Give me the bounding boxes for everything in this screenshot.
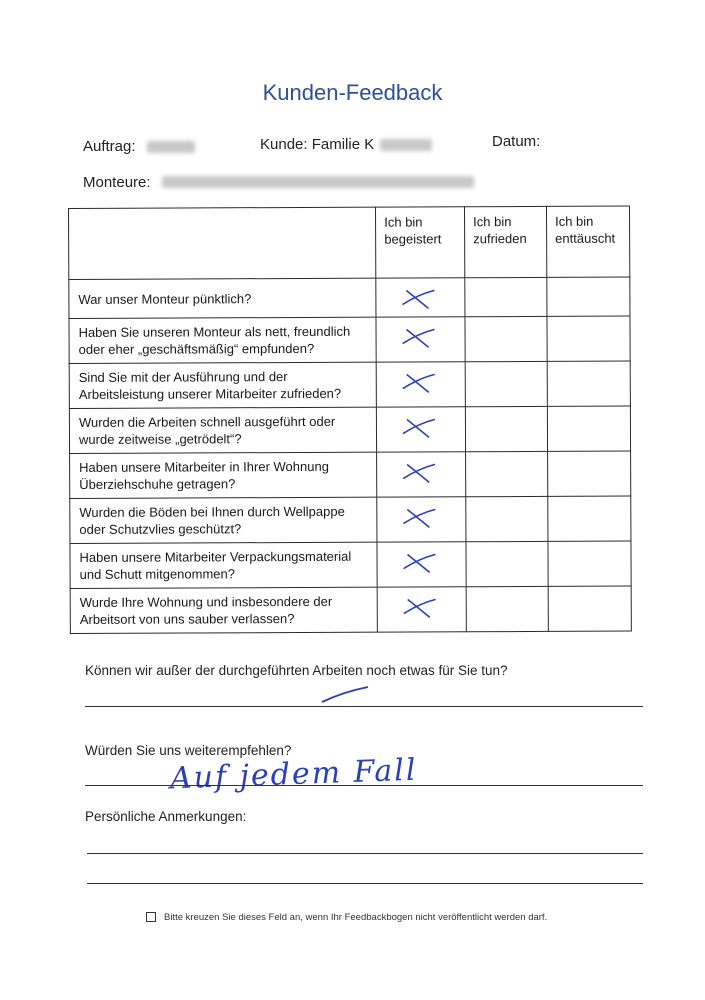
table-row — [69, 406, 630, 453]
consent-checkbox[interactable] — [146, 912, 156, 922]
question-cell — [69, 407, 376, 453]
question-line-1: Haben unsere Mitarbeiter in Ihrer Wohnung — [79, 458, 329, 475]
answer-line-remarks-2[interactable] — [87, 883, 643, 884]
rating-cell-enttaeuscht[interactable] — [547, 316, 630, 361]
question-line-2: oder eher „geschäftsmäßig“ empfunden? — [78, 340, 315, 357]
rating-cell-begeistert[interactable] — [377, 542, 466, 587]
question-remarks: Persönliche Anmerkungen: — [85, 809, 247, 824]
question-line-1: Sind Sie mit der Ausführung und der — [78, 369, 288, 385]
question-extra: Können wir außer der durchgeführten Arbeiten noch etwas für Sie tun? — [85, 663, 508, 678]
monteure-label: Monteure: — [83, 174, 151, 191]
question-line-1: Wurde Ihre Wohnung und insbesondere der — [79, 593, 333, 610]
question-cell — [70, 587, 377, 633]
rating-cell-enttaeuscht[interactable] — [547, 406, 630, 451]
kunde-label-text: Kunde: — [260, 136, 308, 153]
table-row — [70, 496, 631, 543]
col-begeistert: Ich bin begeistert — [376, 207, 465, 278]
question-line-1: Haben unsere Mitarbeiter Verpackungsmaterial — [79, 548, 352, 565]
question-cell — [69, 362, 376, 408]
question-cell — [70, 452, 377, 498]
rating-cell-begeistert[interactable] — [376, 317, 465, 362]
rating-cell-enttaeuscht[interactable] — [548, 586, 631, 631]
table-row — [69, 316, 630, 363]
rating-cell-enttaeuscht[interactable] — [548, 451, 631, 496]
rating-cell-enttaeuscht[interactable] — [548, 541, 631, 586]
question-recommend: Würden Sie uns weiterempfehlen? — [85, 743, 292, 758]
answer-line-extra[interactable] — [85, 706, 643, 707]
rating-cell-begeistert[interactable] — [376, 278, 465, 317]
question-line-2: Arbeitsleistung unserer Mitarbeiter zufrieden? — [78, 385, 342, 402]
question-line-2: oder Schutzvlies geschützt? — [79, 521, 242, 537]
rating-cell-zufrieden[interactable] — [466, 451, 548, 496]
consent-text: Bitte kreuzen Sie dieses Feld an, wenn Ihr Feedbackbogen nicht veröffentlicht werden darf. — [164, 912, 548, 923]
table-row — [70, 451, 631, 498]
rating-cell-enttaeuscht[interactable] — [547, 361, 630, 406]
datum-label: Datum: — [492, 133, 541, 150]
table-row — [69, 277, 630, 318]
table-row — [69, 361, 630, 408]
question-line-2: und Schutt mitgenommen? — [79, 566, 236, 582]
table-row — [70, 541, 631, 588]
rating-cell-enttaeuscht[interactable] — [547, 277, 630, 316]
rating-cell-zufrieden[interactable] — [465, 361, 547, 406]
rating-cell-zufrieden[interactable] — [466, 586, 548, 631]
question-cell — [70, 542, 377, 588]
rating-cell-zufrieden[interactable] — [465, 316, 547, 361]
handwritten-answer: Auf jedem Fall — [169, 752, 419, 797]
cross-mark-icon — [400, 593, 440, 621]
cross-mark-icon — [398, 284, 438, 312]
monteure-redacted — [162, 176, 474, 188]
kunde-value: Familie K — [311, 136, 375, 153]
question-line-1: Wurden die Böden bei Ihnen durch Wellpappe — [79, 503, 345, 520]
kunde-redacted — [380, 139, 432, 151]
consent-row — [146, 912, 547, 923]
dash-mark-icon — [318, 684, 372, 706]
header-empty — [69, 207, 376, 279]
rating-cell-begeistert[interactable] — [377, 407, 466, 452]
question-line-1: Haben Sie unseren Monteur als nett, freundlich — [78, 323, 351, 340]
table-row — [70, 586, 631, 633]
question-cell — [69, 317, 376, 363]
rating-cell-begeistert[interactable] — [376, 362, 465, 407]
question-line-2: Arbeitsort von uns sauber verlassen? — [79, 611, 295, 627]
col-enttaeuscht: Ich bin enttäuscht — [547, 206, 630, 277]
cross-mark-icon — [399, 413, 439, 441]
rating-cell-zufrieden[interactable] — [466, 496, 548, 541]
rating-cell-begeistert[interactable] — [377, 587, 466, 632]
question-line-1: Wurden die Arbeiten schnell ausgeführt oder — [78, 413, 336, 430]
form-title: Kunden-Feedback — [262, 80, 443, 105]
rating-cell-zufrieden[interactable] — [465, 277, 547, 316]
auftrag-label: Auftrag: — [83, 138, 136, 155]
cross-mark-icon — [400, 548, 440, 576]
auftrag-redacted — [147, 141, 195, 153]
rating-cell-zufrieden[interactable] — [466, 541, 548, 586]
rating-cell-enttaeuscht[interactable] — [548, 496, 631, 541]
kunde-label — [260, 136, 374, 153]
cross-mark-icon — [399, 323, 439, 351]
cross-mark-icon — [399, 503, 439, 531]
answer-line-remarks-1[interactable] — [87, 853, 643, 854]
feedback-table — [68, 206, 632, 634]
question-cell — [69, 278, 376, 318]
rating-cell-zufrieden[interactable] — [465, 406, 547, 451]
answer-line-recommend[interactable] — [85, 785, 643, 786]
question-line-2: Überziehschuhe getragen? — [79, 476, 236, 492]
rating-cell-begeistert[interactable] — [377, 452, 466, 497]
col-zufrieden: Ich bin zufrieden — [465, 206, 547, 277]
rating-cell-begeistert[interactable] — [377, 497, 466, 542]
question-cell — [70, 497, 377, 543]
cross-mark-icon — [399, 458, 439, 486]
question-line-2: wurde zeitweise „getrödelt“? — [78, 431, 242, 447]
cross-mark-icon — [399, 368, 439, 396]
question-line-1: War unser Monteur pünktlich? — [78, 290, 252, 307]
